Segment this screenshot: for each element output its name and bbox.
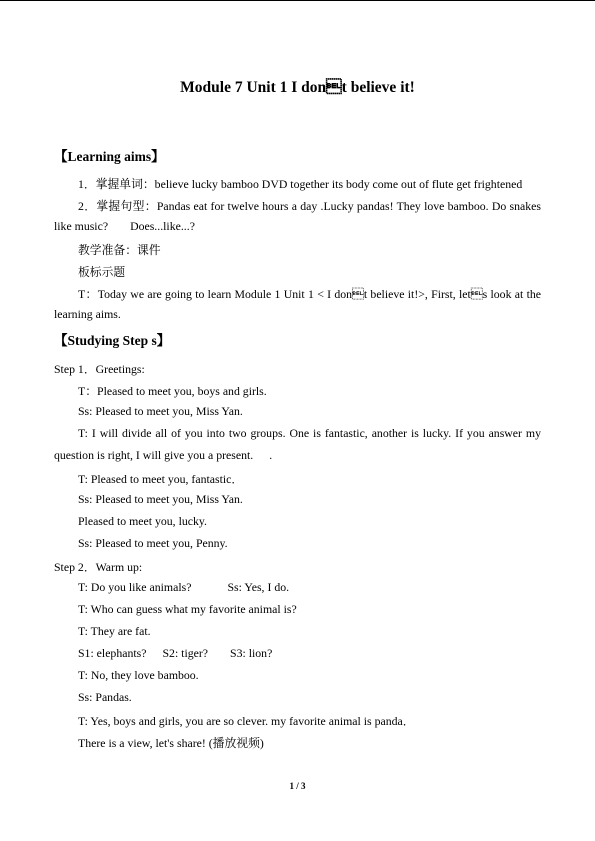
teaching-preparation: 教学准备：课件	[78, 243, 161, 257]
page-title: Module 7 Unit 1 I dont believe it!	[180, 79, 415, 96]
board-title-note: 板标示题	[78, 265, 126, 279]
teacher-intro-line-1: T：Today we are going to learn Module 1 Unit 1 < I dont believe it!>, First, lets look at the	[78, 287, 541, 301]
step2-line-5: T: No, they love bamboo.	[78, 668, 199, 682]
section-heading-learning-aims: 【Learning aims】	[54, 149, 165, 164]
step1-line-5: Ss: Pleased to meet you, Miss Yan.	[78, 492, 243, 506]
step1-line-3b-text: question is right, I will give you a present.	[54, 448, 254, 462]
step2-line-6: Ss: Pandas.	[78, 690, 132, 704]
step2-line-1-students: Ss: Yes, I do.	[227, 580, 290, 594]
step2-line-4-s1: S1: elephants?	[78, 646, 147, 660]
aim-item-2-line-1: 2．掌握句型：Pandas eat for twelve hours a day .Lucky pandas! They love bamboo. Do snakes	[78, 199, 541, 213]
teacher-intro-line-2: learning aims.	[54, 307, 121, 321]
section-heading-studying-steps: 【Studying Step s】	[54, 333, 171, 348]
step2-line-4	[78, 646, 272, 661]
aim-item-2-line-2	[54, 219, 195, 234]
aim-item-2-phrase-b: Does...like...?	[130, 219, 195, 233]
step1-line-2: Ss: Pleased to meet you, Miss Yan.	[78, 404, 243, 418]
step2-line-4-s3: S3: lion?	[230, 646, 273, 660]
aim-item-1: 1．掌握单词：believe lucky bamboo DVD together its body come out of flute get frightened	[78, 177, 523, 191]
step1-line-3a: T: I will divide all of you into two groups. One is fantastic, another is lucky. If you answer my	[78, 426, 541, 440]
page-number: 1 / 3	[289, 781, 306, 791]
step2-line-7: T: Yes, boys and girls, you are so clever. my favorite animal is panda．	[78, 714, 415, 728]
step2-line-3: T: They are fat.	[78, 624, 151, 638]
step1-heading: Step 1．Greetings:	[54, 362, 145, 376]
step1-line-1: T：Pleased to meet you, boys and girls.	[78, 384, 267, 398]
step2-line-4-s2: S2: tiger?	[162, 646, 209, 660]
step2-line-1-teacher: T: Do you like animals?	[78, 580, 192, 594]
step1-line-4: T: Pleased to meet you, fantastic．	[78, 472, 244, 486]
step1-line-6: Pleased to meet you, lucky.	[78, 514, 207, 528]
step2-line-1	[78, 580, 289, 595]
step2-heading: Step 2．Warm up:	[54, 560, 143, 574]
step1-line-7: Ss: Pleased to meet you, Penny.	[78, 536, 228, 550]
step2-line-8: There is a view, let's share! (播放视频)	[78, 736, 264, 750]
step1-line-3b-dot: .	[269, 448, 273, 462]
step2-line-2: T: Who can guess what my favorite animal is?	[78, 602, 297, 616]
aim-item-2-phrase-a: like music?	[54, 219, 109, 233]
top-border-line	[0, 0, 595, 1]
step1-line-3b	[54, 448, 272, 463]
